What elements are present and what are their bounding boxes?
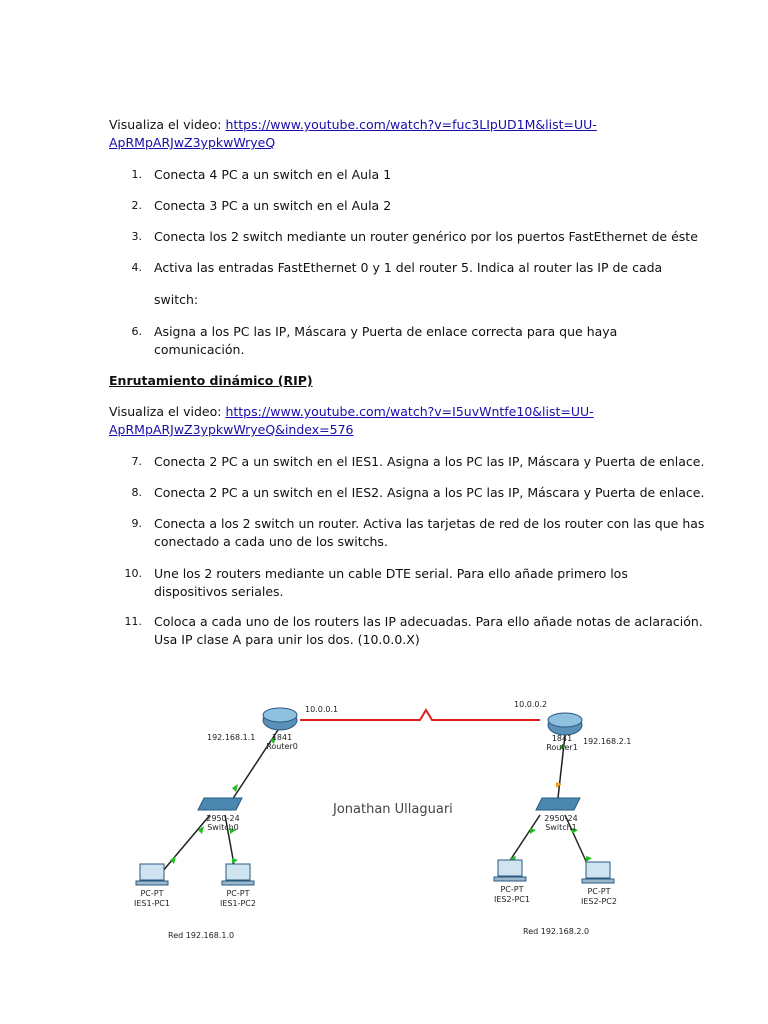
list-item: Asigna a los PC las IP, Máscara y Puerta de enlace correcta para que haya xyxy=(154,324,618,339)
link-light-icon xyxy=(232,858,238,864)
list-item: Activa las entradas FastEthernet 0 y 1 del router 5. Indica al router las IP de cada xyxy=(154,260,663,275)
pc-type: PC-PT xyxy=(140,889,164,898)
author-name: Jonathan Ullaguari xyxy=(333,802,453,817)
switch-icon xyxy=(536,798,580,810)
router0-model: 1841 xyxy=(271,733,293,742)
list-item-number: 10. xyxy=(124,567,142,580)
link-light-icon xyxy=(530,828,536,834)
switch0-name: Switch0 xyxy=(207,823,239,832)
pc-ies2-pc2 xyxy=(582,862,614,883)
switch0-model: 2950-24 xyxy=(206,814,240,823)
list-item: Une los 2 routers mediante un cable DTE serial. Para ello añade primero los xyxy=(154,566,628,581)
pc-monitor-icon xyxy=(226,864,250,880)
router1 xyxy=(548,713,582,735)
pc-name: IES2-PC1 xyxy=(494,895,530,904)
router1-lan-ip: 192.168.2.1 xyxy=(583,737,632,746)
list-item: Conecta 4 PC a un switch en el Aula 1 xyxy=(154,167,392,182)
network-diagram xyxy=(120,680,680,960)
video-link-1-cont[interactable]: ApRMpARJwZ3ypkwWryeQ xyxy=(109,135,276,150)
list-item: Conecta 3 PC a un switch en el Aula 2 xyxy=(154,198,392,213)
video-link-1[interactable]: https://www.youtube.com/watch?v=fuc3LIpUD1M&list=UU- xyxy=(225,117,597,132)
switch1-model: 2950-24 xyxy=(544,814,578,823)
list-item-number: 3. xyxy=(131,230,142,243)
list-item-continuation: conectado a cada uno de los switchs. xyxy=(154,534,388,549)
pc-type: PC-PT xyxy=(587,887,611,896)
link-light-icon xyxy=(586,856,592,862)
pc-base-icon xyxy=(136,881,168,885)
pc-monitor-icon xyxy=(586,862,610,878)
router1-serial-ip: 10.0.0.2 xyxy=(514,700,548,709)
list-item: Conecta 2 PC a un switch en el IES1. Asigna a los PC las IP, Máscara y Puerta de enlace. xyxy=(154,454,705,469)
video-link-2-cont[interactable]: ApRMpARJwZ3ypkwWryeQ&index=576 xyxy=(109,422,354,437)
list-item-number: 11. xyxy=(124,615,142,628)
list-item-number: 2. xyxy=(131,199,142,212)
list-item-number: 1. xyxy=(131,168,142,181)
router-icon-top xyxy=(548,713,582,727)
list-item-number: 4. xyxy=(131,261,142,274)
list-item: Conecta 2 PC a un switch en el IES2. Asigna a los PC las IP, Máscara y Puerta de enlace. xyxy=(154,485,705,500)
section2-label: Visualiza el video: xyxy=(109,404,226,419)
pc-base-icon xyxy=(582,879,614,883)
section2-paragraph xyxy=(109,403,669,439)
pc-name: IES2-PC2 xyxy=(581,897,617,906)
video-link-2[interactable]: https://www.youtube.com/watch?v=I5uvWntfe10&list=UU- xyxy=(225,404,594,419)
list-item: Conecta a los 2 switch un router. Activa las tarjetas de red de los router con las que has xyxy=(154,516,705,531)
list-item: Conecta los 2 switch mediante un router genérico por los puertos FastEthernet de éste xyxy=(154,229,698,244)
list-item-number: 6. xyxy=(131,325,142,338)
router-icon-top xyxy=(263,708,297,722)
router0 xyxy=(263,708,297,730)
pc-monitor-icon xyxy=(498,860,522,876)
switch-icon xyxy=(198,798,242,810)
network1-label: Red 192.168.1.0 xyxy=(168,931,235,940)
pc-base-icon xyxy=(494,877,526,881)
section-heading: Enrutamiento dinámico (RIP) xyxy=(109,373,313,388)
pc-name: IES1-PC2 xyxy=(220,899,256,908)
pc-base-icon xyxy=(222,881,254,885)
list-item-continuation: dispositivos seriales. xyxy=(154,584,284,599)
pc-ies2-pc1 xyxy=(494,860,526,881)
link-switch0-pc1 xyxy=(162,815,210,872)
router0-name: Router0 xyxy=(266,742,298,751)
link-light-icon xyxy=(170,856,176,864)
intro-paragraph xyxy=(109,116,669,152)
list-item: Coloca a cada uno de los routers las IP adecuadas. Para ello añade notas de aclaración. xyxy=(154,614,703,629)
switch0 xyxy=(198,798,242,810)
router0-lan-ip: 192.168.1.1 xyxy=(207,733,256,742)
pc-ies1-pc1 xyxy=(136,864,168,885)
pc-monitor-icon xyxy=(140,864,164,880)
pc-type: PC-PT xyxy=(500,885,524,894)
pc-name: IES1-PC1 xyxy=(134,899,170,908)
list-item-continuation: comunicación. xyxy=(154,342,245,357)
pc-ies1-pc2 xyxy=(222,864,254,885)
router1-name: Router1 xyxy=(546,743,578,752)
intro-label: Visualiza el video: xyxy=(109,117,226,132)
list-item-number: 7. xyxy=(131,455,142,468)
router0-serial-ip: 10.0.0.1 xyxy=(305,705,339,714)
switch1-name: Switch1 xyxy=(545,823,577,832)
list-item-continuation: Usa IP clase A para unir los dos. (10.0.0.X) xyxy=(154,632,420,647)
list-item-number: 8. xyxy=(131,486,142,499)
router1-model: 1841 xyxy=(551,734,573,743)
list-item-continuation: switch: xyxy=(154,292,199,307)
pc-type: PC-PT xyxy=(226,889,250,898)
network2-label: Red 192.168.2.0 xyxy=(523,927,590,936)
switch1 xyxy=(536,798,580,810)
list-item-number: 9. xyxy=(131,517,142,530)
link-light-icon xyxy=(232,784,238,792)
